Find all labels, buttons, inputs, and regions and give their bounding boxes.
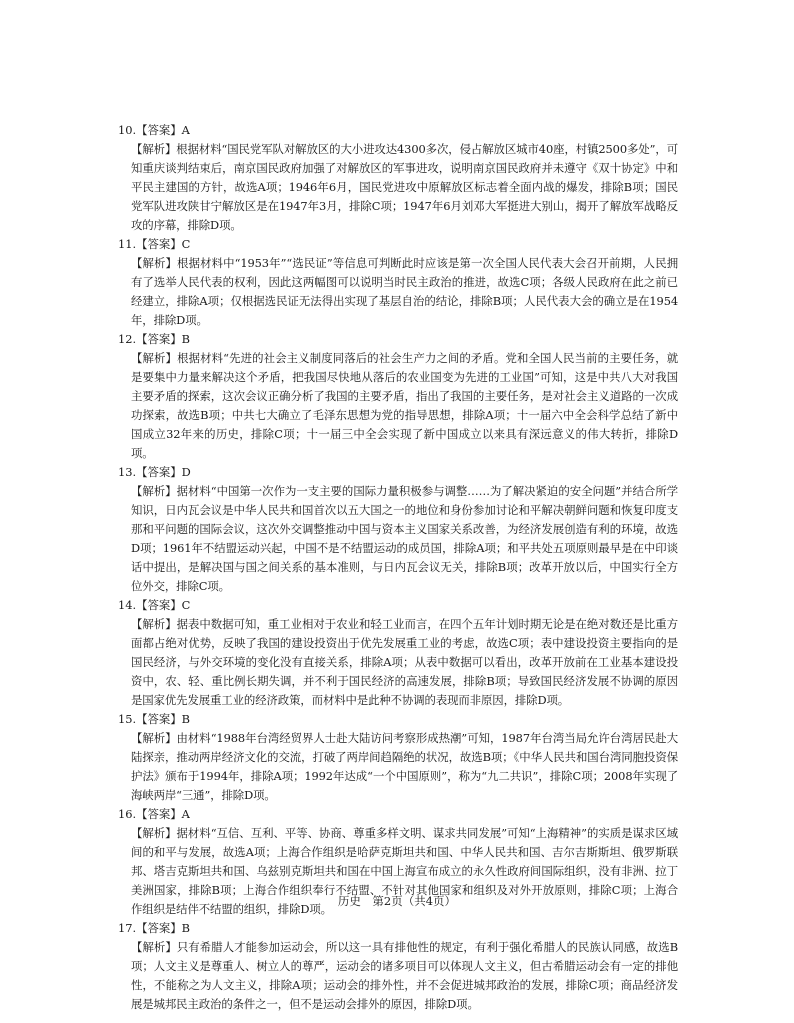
answer-line: 12.【答案】B <box>118 332 191 346</box>
answer-line: 10.【答案】A <box>118 123 190 137</box>
analysis-text: 【解析】根据材料“国民党军队对解放区的大小进攻达4300多次，侵占解放区城市40座，村镇2500多处”，可知重庆谈判结束后，南京国民政府加强了对解放区的军事进攻，说明南京国民政府并未遵守《双十协定》中和平民主建国的方针，故选A项；1946年6月，国民党进攻中原解放区标志着全面内战的爆发，排除B项；国民党军队进攻陕甘宁解放区是在1947年3月，排除C项；1947年6月刘邓大军挺进大别山，揭开了解放军战略反攻的序幕，排除D项。 <box>131 142 678 232</box>
analysis-text: 【解析】根据材料中“1953年”“选民证”等信息可判断此时应该是第一次全国人民代表大会召开前期，人民拥有了选举人民代表的权利，因此这两幅图可以说明当时民主政治的推进，故选C项；各级人民政府在此之前已经建立，排除A项；仅根据选民证无法得出实现了基层自治的结论，排除B项；人民代表大会的确立是在1954年，排除D项。 <box>131 256 678 327</box>
page-footer: 历史 第2页（共4页） <box>337 894 457 908</box>
analysis-text: 【解析】据表中数据可知，重工业相对于农业和轻工业而言，在四个五年计划时期无论是在绝对数还是比重方面都占绝对优势，反映了我国的建设投资出于优先发展重工业的考虑，故选C项；表中建设投资主要指向的是国民经济，与外交环境的变化没有直接关系，排除A项；从表中数据可以看出，改革开放前在工业基本建设投资中，农、轻、重比例长期失调，并不利于国民经济的高速发展，排除B项；导致国民经济发展不协调的原因是国家优先发展重工业的经济政策，而材料中是此种不协调的表现而非原因，排除D项。 <box>131 617 678 707</box>
answer-line: 16.【答案】A <box>118 807 190 821</box>
question-13 <box>118 463 678 596</box>
analysis-text: 【解析】据材料“中国第一次作为一支主要的国际力量积极参与调整……为了解决紧迫的安全问题”并结合所学知识，日内瓦会议是中华人民共和国首次以五大国之一的地位和身份参加讨论和平解决朝鲜问题和恢复印度支那和平问题的国际会议，这次外交调整推动中国与资本主义国家关系改善，为经济发展创造有利的环境，故选D项；1961年不结盟运动兴起，中国不是不结盟运动的成员国，排除A项；和平共处五项原则最早是在中印谈话中提出，是解决国与国之间关系的基本准则，与日内瓦会议无关，排除B项；改革开放以后，中国实行全方位外交，排除C项。 <box>131 484 678 593</box>
analysis-text: 【解析】据材料“互信、互利、平等、协商、尊重多样文明、谋求共同发展”可知“上海精神”的实质是谋求区域间的和平与发展，故选A项；上海合作组织是哈萨克斯坦共和国、中华人民共和国、吉尔吉斯斯坦、俄罗斯联邦、塔吉克斯坦共和国、乌兹别克斯坦共和国在中国上海宣布成立的永久性政府间国际组织，没有非洲、拉丁美洲国家，排除B项；上海合作组织奉行不结盟、不针对其他国家和组织及对外开放原则，排除C项；上海合作组织是结伴不结盟的组织，排除D项。 <box>131 826 678 916</box>
analysis-text: 【解析】由材料“1988年台湾经贸界人士赴大陆访问考察形成热潮”可知，1987年台湾当局允许台湾居民赴大陆探亲，推动两岸经济文化的交流，打破了两岸间趋隔绝的状况，故选B项；《中华人民共和国台湾同胞投资保护法》颁布于1994年，排除A项；1992年达成“一个中国原则”，称为“九二共识”，排除C项；2008年实现了海峡两岸“三通”，排除D项。 <box>131 731 678 802</box>
question-12 <box>118 330 678 463</box>
question-11 <box>118 235 678 330</box>
question-14 <box>118 596 678 710</box>
answer-line: 17.【答案】B <box>118 921 191 935</box>
answer-line: 15.【答案】B <box>118 712 191 726</box>
question-17 <box>118 919 678 1014</box>
answer-line: 11.【答案】C <box>118 237 191 251</box>
analysis-text: 【解析】只有希腊人才能参加运动会，所以这一具有排他性的规定，有利于强化希腊人的民族认同感，故选B项；人文主义是尊重人、树立人的尊严，运动会的诸多项目可以体现人文主义，但古希腊运动会有一定的排他性，不能称之为人文主义，排除A项；运动会的排外性，并不会促进城邦政治的发展，排除C项；商品经济发展是城邦民主政治的条件之一，但不是运动会排外的原因，排除D项。 <box>131 940 678 1011</box>
question-10 <box>118 121 678 235</box>
answer-line: 14.【答案】C <box>118 598 191 612</box>
answer-page <box>118 121 678 1014</box>
question-15 <box>118 710 678 805</box>
answer-line: 13.【答案】D <box>118 465 191 479</box>
analysis-text: 【解析】根据材料“先进的社会主义制度同落后的社会生产力之间的矛盾。党和全国人民当前的主要任务，就是要集中力量来解决这个矛盾，把我国尽快地从落后的农业国变为先进的工业国”可知，这是中共八大对我国主要矛盾的探索，这次会议正确分析了我国的主要矛盾，指出了我国的主要任务，是对社会主义道路的一次成功探索，故选B项；中共七大确立了毛泽东思想为党的指导思想，排除A项；十一届六中全会科学总结了新中国成立32年来的历史，排除C项；十一届三中全会实现了新中国成立以来具有深远意义的伟大转折，排除D项。 <box>131 351 678 460</box>
